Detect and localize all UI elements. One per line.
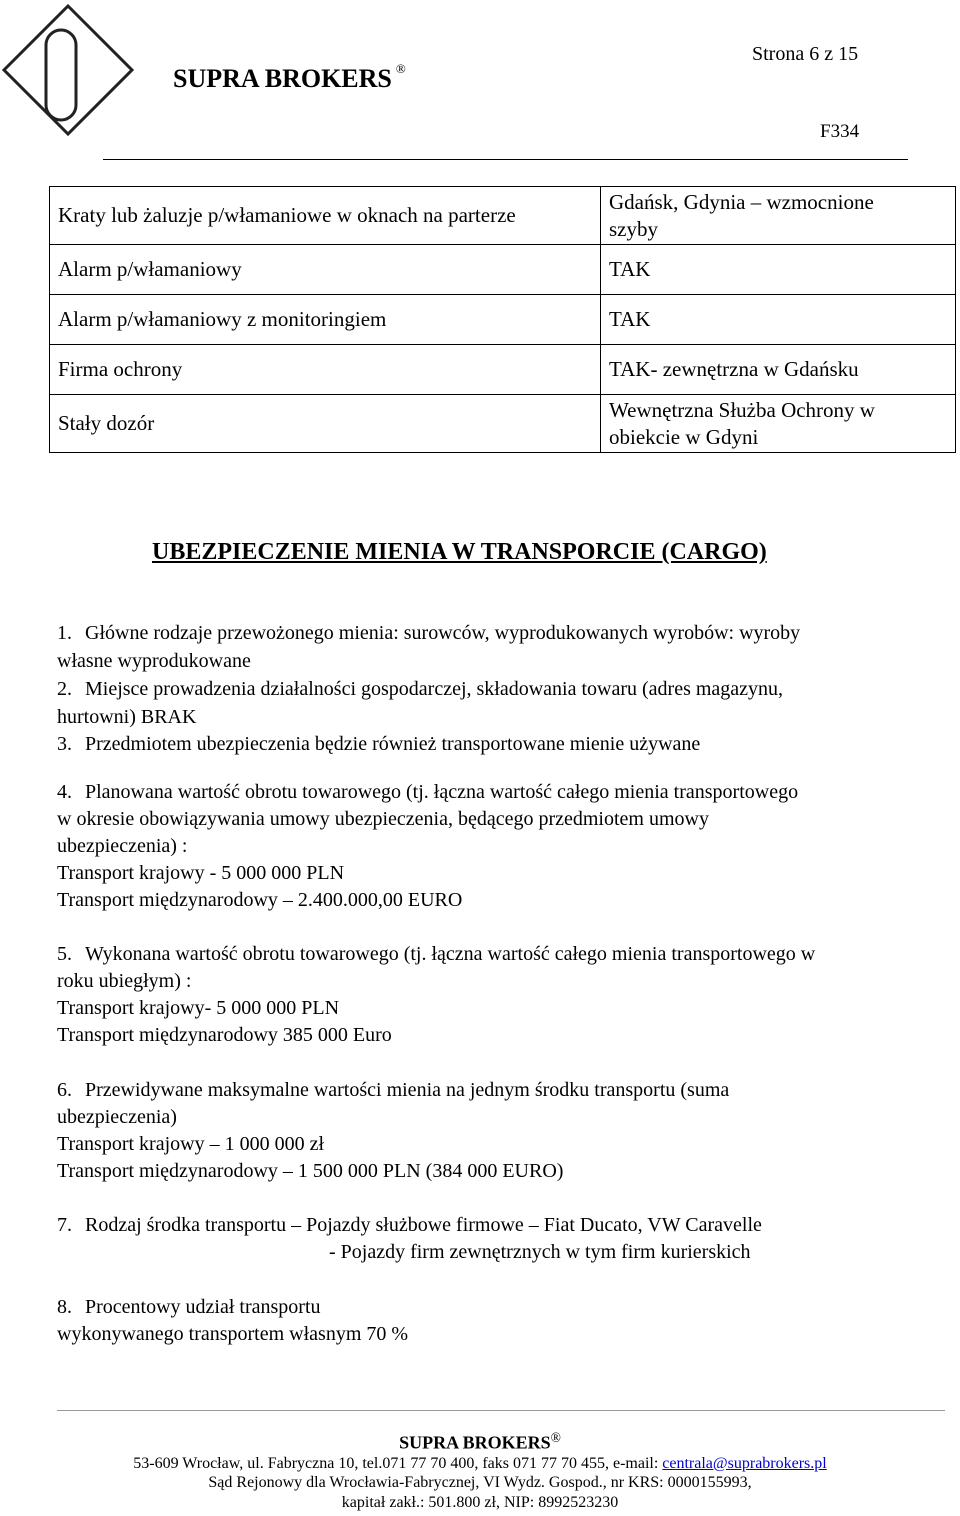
table-row (50, 187, 956, 245)
section-title-cargo: UBEZPIECZENIE MIENIA W TRANSPORCIE (CARGO) (152, 539, 767, 565)
list-item-6-continued: Transport krajowy – 1 000 000 zł (57, 1133, 325, 1155)
table-cell-label: Kraty lub żaluzje p/włamaniowe w oknach na parterze (50, 187, 601, 245)
table-cell-label: Alarm p/włamaniowy z monitoringiem (50, 295, 601, 345)
list-item-4-continued: ubezpieczenia) : (57, 835, 188, 857)
list-item-6: 6. Przewidywane maksymalne wartości mienia na jednym środku transportu (suma (57, 1079, 730, 1101)
list-item-2-continued: hurtowni) BRAK (57, 706, 197, 728)
list-item-1: 1. Główne rodzaje przewożonego mienia: surowców, wyprodukowanych wyrobów: wyroby (57, 622, 801, 644)
table-row (50, 245, 956, 295)
table-cell-value: TAK- zewnętrzna w Gdańsku (601, 345, 956, 395)
list-item-8-continued: wykonywanego transportem własnym 70 % (57, 1323, 409, 1345)
list-item-5-continued: Transport międzynarodowy 385 000 Euro (57, 1024, 392, 1046)
footer-court-registration: Sąd Rejonowy dla Wrocławia-Fabrycznej, VI Wydz. Gospod., nr KRS: 0000155993, (208, 1474, 752, 1491)
list-item-5: 5. Wykonana wartość obrotu towarowego (tj. łączna wartość całego mienia transportowego w (57, 943, 816, 965)
table-cell-label: Firma ochrony (50, 345, 601, 395)
email-link[interactable]: centrala@suprabrokers.pl (662, 1455, 827, 1472)
list-item-4-continued: Transport międzynarodowy – 2.400.000,00 EURO (57, 889, 463, 911)
table-cell-value: Gdańsk, Gdynia – wzmocnione szyby (601, 187, 956, 245)
form-code: F334 (820, 121, 860, 142)
list-item-4-continued: w okresie obowiązywania umowy ubezpieczenia, będącego przedmiotem umowy (57, 808, 709, 830)
list-item-4: 4. Planowana wartość obrotu towarowego (tj. łączna wartość całego mienia transportowego (57, 781, 799, 803)
table-cell-label: Stały dozór (50, 395, 601, 453)
list-item-3: 3. Przedmiotem ubezpieczenia będzie również transportowane mienie używane (57, 733, 701, 755)
footer-divider (57, 1410, 945, 1411)
footer-capital: kapitał zakł.: 501.800 zł, NIP: 8992523230 (341, 1494, 619, 1511)
footer-brand: SUPRA BROKERS® (399, 1430, 561, 1453)
table-cell-value: TAK (601, 295, 956, 345)
table-cell-value: Wewnętrzna Służba Ochrony w obiekcie w Gdyni (601, 395, 956, 453)
table-row (50, 345, 956, 395)
table-cell-label: Alarm p/włamaniowy (50, 245, 601, 295)
footer-address: 53-609 Wrocław, ul. Fabryczna 10, tel.071 77 70 400, faks 071 77 70 455, e-mail: centrala@suprabrokers.pl (133, 1455, 827, 1472)
page-number: Strona 6 z 15 (752, 43, 859, 65)
list-item-5-continued: Transport krajowy- 5 000 000 PLN (57, 997, 340, 1019)
list-item-6-continued: Transport międzynarodowy – 1 500 000 PLN (384 000 EURO) (57, 1160, 564, 1182)
list-item-7: 7. Rodzaj środka transportu – Pojazdy służbowe firmowe – Fiat Ducato, VW Caravelle (57, 1214, 762, 1236)
table-row (50, 395, 956, 453)
list-item-1-continued: własne wyprodukowane (57, 650, 251, 672)
header-divider (103, 159, 908, 160)
brand-name: SUPRA BROKERS ® (173, 61, 406, 93)
security-table (49, 186, 956, 453)
company-logo (0, 0, 140, 140)
table-cell-value: TAK (601, 245, 956, 295)
list-item-6-continued: ubezpieczenia) (57, 1106, 177, 1128)
list-item-2: 2. Miejsce prowadzenia działalności gospodarczej, składowania towaru (adres magazynu, (57, 678, 784, 700)
list-item-7-continued: - Pojazdy firm zewnętrznych w tym firm kurierskich (329, 1241, 751, 1263)
list-item-4-continued: Transport krajowy - 5 000 000 PLN (57, 862, 345, 884)
list-item-8: 8. Procentowy udział transportu (57, 1296, 321, 1318)
registered-mark: ® (550, 1430, 561, 1445)
table-row (50, 295, 956, 345)
registered-mark: ® (395, 61, 406, 77)
list-item-5-continued: roku ubiegłym) : (57, 970, 192, 992)
